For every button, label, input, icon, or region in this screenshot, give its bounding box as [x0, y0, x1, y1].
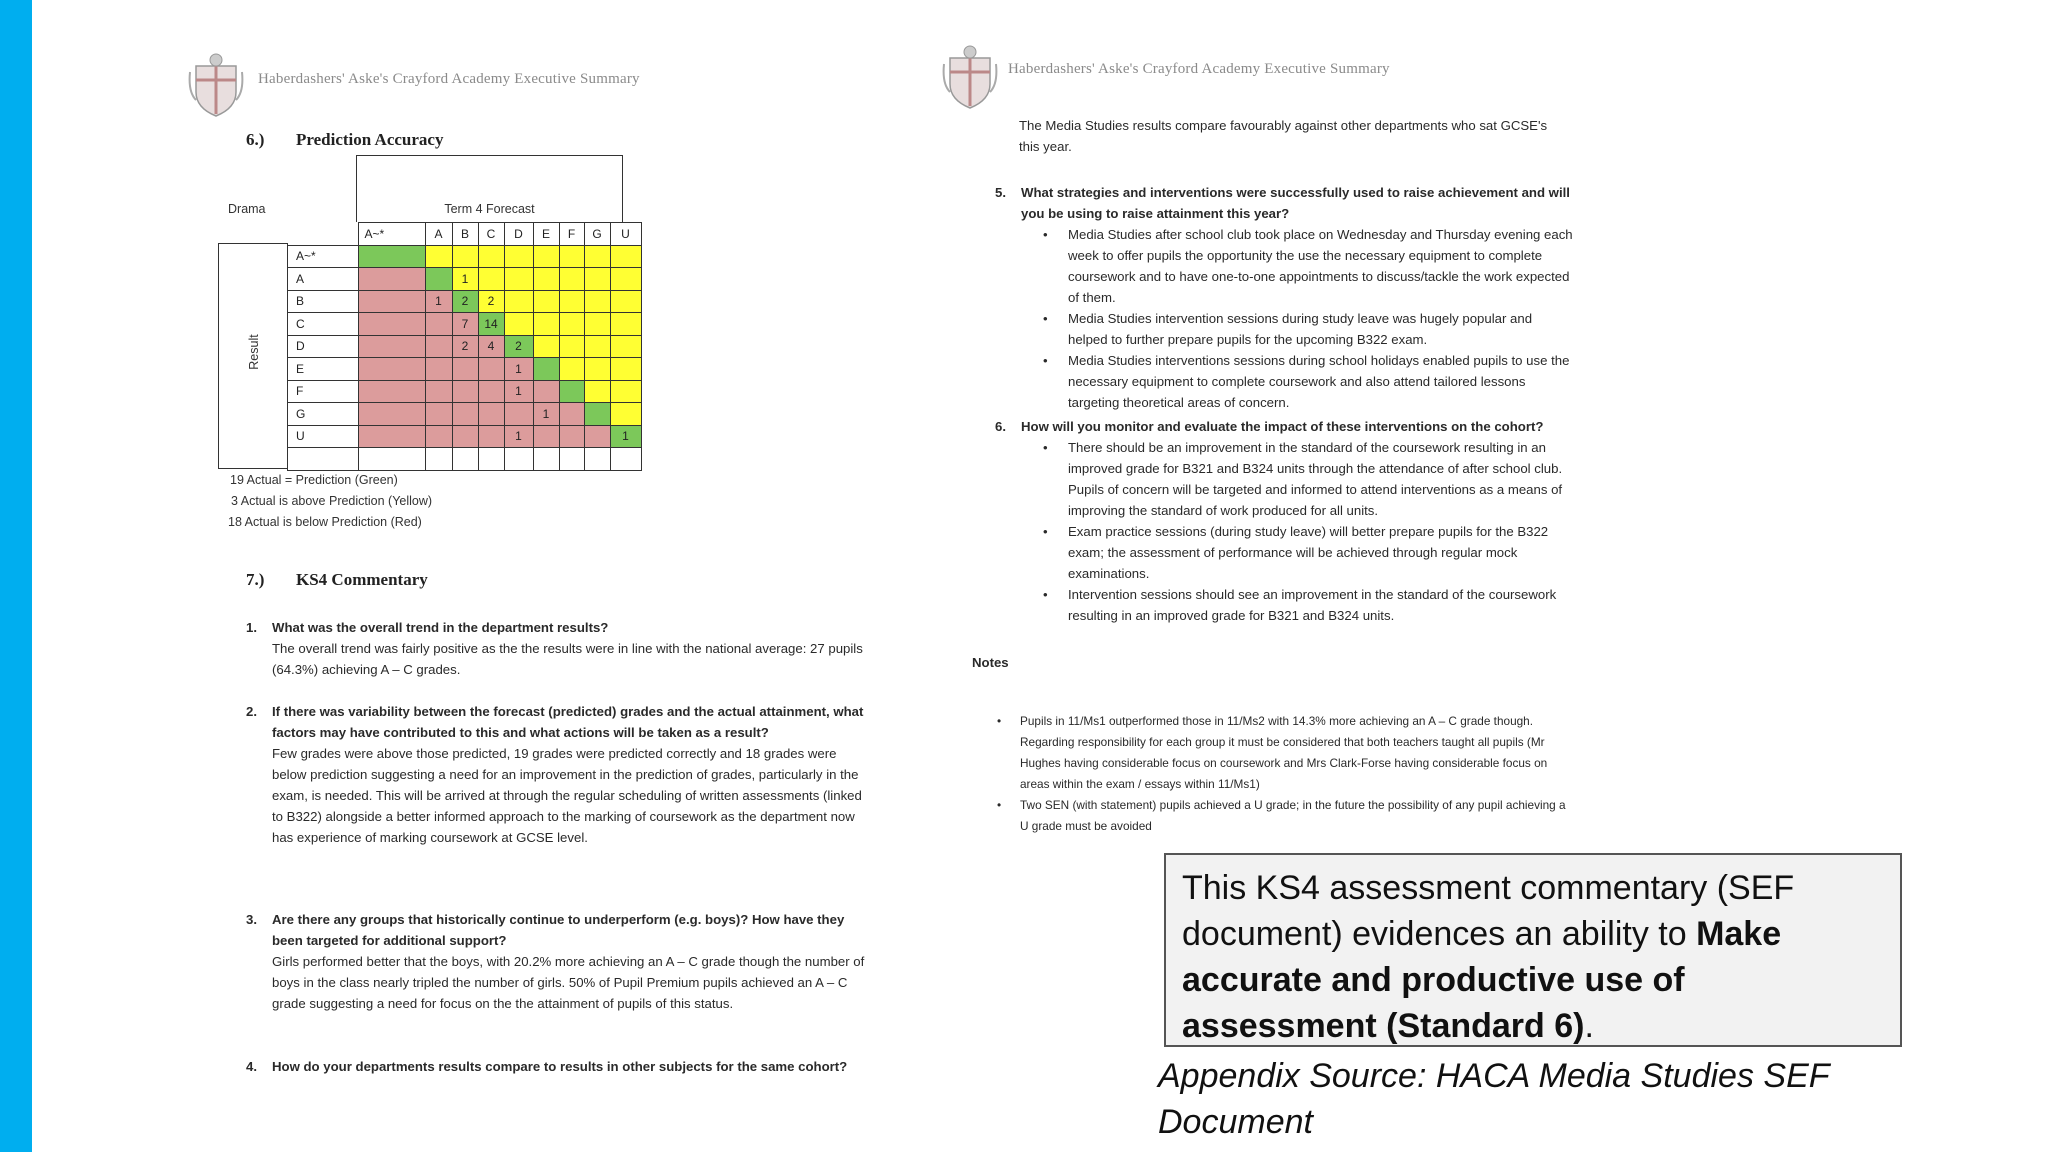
callout-text-end: . [1584, 1007, 1594, 1045]
result-row-label: E [288, 358, 359, 381]
matrix-cell: 1 [504, 358, 533, 381]
result-row-label: C [288, 313, 359, 336]
matrix-cell [584, 290, 610, 313]
result-row-label: A [288, 268, 359, 291]
matrix-cell [559, 335, 584, 358]
legend-yellow: 3 Actual is above Prediction (Yellow) [231, 494, 433, 508]
matrix-cell [504, 245, 533, 268]
question-text: What was the overall trend in the department results? [272, 620, 609, 635]
intro-paragraph: The Media Studies results compare favourably against other departments who sat GCSE's this year. [1019, 118, 1548, 154]
matrix-cell [584, 403, 610, 426]
question-number: 2. [246, 704, 257, 719]
matrix-cell [559, 245, 584, 268]
result-row-label: B [288, 290, 359, 313]
matrix-cell [610, 380, 641, 403]
matrix-cell [559, 313, 584, 336]
matrix-cell [425, 403, 452, 426]
matrix-cell [533, 290, 559, 313]
matrix-cell [358, 245, 425, 268]
matrix-cell [559, 358, 584, 381]
matrix-cell [559, 425, 584, 448]
matrix-cell [559, 268, 584, 291]
legend-green: 19 Actual = Prediction (Green) [230, 473, 398, 487]
matrix-cell [584, 358, 610, 381]
matrix-cell [425, 358, 452, 381]
matrix-cell [584, 335, 610, 358]
question-2 [246, 701, 868, 848]
forecast-column-header: A [425, 223, 452, 246]
matrix-cell [478, 448, 504, 471]
matrix-cell [478, 425, 504, 448]
forecast-column-header: C [478, 223, 504, 246]
matrix-cell [358, 425, 425, 448]
matrix-cell [533, 268, 559, 291]
matrix-cell [533, 448, 559, 471]
matrix-cell [452, 380, 478, 403]
matrix-cell [504, 290, 533, 313]
matrix-cell: 2 [452, 290, 478, 313]
answer-text: The overall trend was fairly positive as the the results were in line with the national average: 27 pupils (64.3%) achieving A – C grades. [272, 641, 863, 677]
document-header: Haberdashers' Aske's Crayford Academy Executive Summary [1008, 61, 1390, 77]
document-header: Haberdashers' Aske's Crayford Academy Executive Summary [258, 71, 640, 87]
question-text: What strategies and interventions were successfully used to raise achievement and will you be using to raise attainment this year? [1021, 185, 1570, 221]
assessment-callout-box [1164, 853, 1902, 1047]
school-crest-icon [188, 52, 244, 118]
prediction-grid [287, 222, 642, 471]
matrix-row [288, 403, 642, 426]
matrix-cell [559, 448, 584, 471]
question-number: 3. [246, 912, 257, 927]
matrix-cell [610, 335, 641, 358]
note-item: • Two SEN (with statement) pupils achieved a U grade; in the future the possibility of any pupil achieving a U grade must be avoided [975, 795, 1575, 837]
bullet-item: • Media Studies interventions sessions during school holidays enabled pupils to use the necessary equipment to complete coursework and also attend tailored lessons targeting theoretical areas of concern. [1021, 350, 1575, 413]
matrix-cell: 2 [452, 335, 478, 358]
matrix-cell [533, 425, 559, 448]
matrix-cell [425, 245, 452, 268]
section-number: 7.) [246, 570, 265, 589]
section-6-title [246, 130, 443, 150]
matrix-cell [610, 268, 641, 291]
forecast-label: Term 4 Forecast [444, 202, 535, 216]
question-6 [995, 416, 1575, 626]
matrix-cell [358, 358, 425, 381]
question-1 [246, 617, 868, 680]
forecast-column-header: A~* [358, 223, 425, 246]
matrix-cell: 1 [452, 268, 478, 291]
note-item: • Pupils in 11/Ms1 outperformed those in 11/Ms2 with 14.3% more achieving an A – C grade though. Regarding responsibility for each group it must be considered that both teachers taught all pupils (Mr Hughes having considerable focus on coursework and Mrs Clark-Forse having considerable focus on areas within the exam / essays within 11/Ms1) [975, 711, 1575, 795]
question-text: How will you monitor and evaluate the impact of these interventions on the cohort? [1021, 419, 1544, 434]
question-number: 5. [995, 185, 1006, 200]
forecast-column-header: D [504, 223, 533, 246]
matrix-cell [358, 380, 425, 403]
matrix-cell [533, 245, 559, 268]
question-number: 6. [995, 419, 1006, 434]
bullet-item: • Exam practice sessions (during study leave) will better prepare pupils for the B322 exam; the assessment of performance will be achieved through regular mock examinations. [1021, 521, 1575, 584]
matrix-cell [504, 313, 533, 336]
matrix-row [288, 335, 642, 358]
matrix-cell [559, 380, 584, 403]
matrix-cell [452, 448, 478, 471]
result-row-label: U [288, 425, 359, 448]
matrix-corner [288, 223, 359, 246]
matrix-cell [358, 403, 425, 426]
matrix-cell [584, 425, 610, 448]
section-number: 6.) [246, 130, 265, 149]
accent-stripe [0, 0, 32, 1152]
matrix-cell [425, 313, 452, 336]
matrix-cell: 1 [610, 425, 641, 448]
matrix-cell [425, 380, 452, 403]
matrix-cell [584, 448, 610, 471]
result-row-label: F [288, 380, 359, 403]
result-label: Result [247, 334, 261, 370]
bullet-item: • Media Studies after school club took place on Wednesday and Thursday evening each week to offer pupils the opportunity the use the necessary equipment to complete coursework and to have one-to-one appointments to discuss/tackle the work expected of them. [1021, 224, 1575, 308]
matrix-cell [452, 358, 478, 381]
matrix-cell [478, 380, 504, 403]
matrix-row [288, 290, 642, 313]
answer-text: Few grades were above those predicted, 19 grades were predicted correctly and 18 grades were below prediction suggesting a need for an improvement in the prediction of grades, particularly in the exam, is needed. This will be arrived at through the regular scheduling of written assessments (linked to B322) alongside a better informed approach to the marking of coursework as the department now has experience of marking coursework at GCSE level. [272, 746, 862, 845]
subject-label: Drama [228, 202, 266, 216]
matrix-cell [478, 403, 504, 426]
bullet-item: • Intervention sessions should see an improvement in the standard of the coursework resulting in an improved grade for B321 and B324 units. [1021, 584, 1575, 626]
matrix-cell [358, 290, 425, 313]
forecast-column-header: G [584, 223, 610, 246]
question-text: How do your departments results compare to results in other subjects for the same cohort? [272, 1059, 848, 1074]
question-number: 4. [246, 1059, 257, 1074]
matrix-cell [610, 290, 641, 313]
appendix-source-caption: Appendix Source: HACA Media Studies SEF Document [1158, 1057, 1829, 1141]
matrix-cell [358, 313, 425, 336]
matrix-cell [504, 268, 533, 291]
result-row-label: A~* [288, 245, 359, 268]
matrix-cell: 2 [478, 290, 504, 313]
matrix-cell: 1 [504, 380, 533, 403]
forecast-column-header: U [610, 223, 641, 246]
section-title-text: Prediction Accuracy [296, 130, 444, 149]
matrix-cell [610, 245, 641, 268]
matrix-cell [478, 245, 504, 268]
matrix-cell [452, 425, 478, 448]
section-title-text: KS4 Commentary [296, 570, 428, 589]
matrix-cell: 14 [478, 313, 504, 336]
notes-list [975, 711, 1575, 837]
matrix-cell [584, 268, 610, 291]
matrix-row [288, 268, 642, 291]
callout-standard-bold: Make accurate and productive use of assessment (Standard 6) [1182, 915, 1782, 1045]
matrix-cell [425, 268, 452, 291]
matrix-cell: 2 [504, 335, 533, 358]
matrix-cell [533, 313, 559, 336]
matrix-row [288, 425, 642, 448]
matrix-cell [533, 335, 559, 358]
result-row-label: G [288, 403, 359, 426]
question-5 [995, 182, 1575, 413]
matrix-cell: 1 [533, 403, 559, 426]
forecast-column-header: B [452, 223, 478, 246]
matrix-cell [425, 425, 452, 448]
matrix-legend [228, 470, 432, 533]
school-crest-icon [942, 44, 998, 110]
matrix-cell [559, 403, 584, 426]
matrix-cell: 1 [504, 425, 533, 448]
matrix-cell [358, 448, 425, 471]
matrix-header-row [288, 223, 642, 246]
answer-text: Girls performed better that the boys, with 20.2% more achieving an A – C grade though the number of boys in the class nearly tripled the number of girls. 50% of Pupil Premium pupils achieved an A – C grade suggesting a need for focus on the the attainment of pupils of this status. [272, 954, 865, 1011]
question-number: 1. [246, 620, 257, 635]
forecast-column-header: F [559, 223, 584, 246]
question-text: Are there any groups that historically continue to underperform (e.g. boys)? How have they been targeted for additional support? [272, 912, 845, 948]
matrix-cell [533, 380, 559, 403]
section-7-title [246, 570, 428, 590]
matrix-cell [533, 358, 559, 381]
matrix-cell [610, 313, 641, 336]
matrix-cell [358, 335, 425, 358]
matrix-cell [610, 448, 641, 471]
question-4 [246, 1056, 868, 1077]
matrix-cell [610, 358, 641, 381]
matrix-cell [504, 448, 533, 471]
forecast-column-header: E [533, 223, 559, 246]
matrix-cell [610, 403, 641, 426]
question-text: If there was variability between the forecast (predicted) grades and the actual attainment, what factors may have contributed to this and what actions will be taken as a result? [272, 704, 864, 740]
bullet-item: • Media Studies intervention sessions during study leave was hugely popular and helped to further prepare pupils for the upcoming B322 exam. [1021, 308, 1575, 350]
matrix-cell: 1 [425, 290, 452, 313]
matrix-cell: 4 [478, 335, 504, 358]
matrix-cell [584, 245, 610, 268]
matrix-row [288, 313, 642, 336]
matrix-cell [452, 245, 478, 268]
matrix-row [288, 358, 642, 381]
matrix-cell [559, 290, 584, 313]
matrix-cell [358, 268, 425, 291]
matrix-cell [478, 268, 504, 291]
matrix-cell [478, 358, 504, 381]
bullet-item: • There should be an improvement in the standard of the coursework resulting in an improved grade for B321 and B324 units through the attendance of after school club. Pupils of concern will be targeted and informed to attend interventions as a means of improving the standard of work produced for all units. [1021, 437, 1575, 521]
result-row-label: D [288, 335, 359, 358]
matrix-cell [452, 403, 478, 426]
matrix-empty-row [288, 448, 642, 471]
matrix-cell [425, 448, 452, 471]
callout-text: This KS4 assessment commentary (SEF document) evidences an ability to [1182, 869, 1795, 953]
matrix-cell [504, 403, 533, 426]
matrix-cell [425, 335, 452, 358]
notes-heading: Notes [972, 655, 1009, 670]
question-3 [246, 909, 868, 1014]
matrix-row [288, 245, 642, 268]
matrix-cell [288, 448, 359, 471]
matrix-cell [584, 313, 610, 336]
legend-red: 18 Actual is below Prediction (Red) [228, 515, 422, 529]
matrix-cell [584, 380, 610, 403]
matrix-cell: 7 [452, 313, 478, 336]
matrix-row [288, 380, 642, 403]
